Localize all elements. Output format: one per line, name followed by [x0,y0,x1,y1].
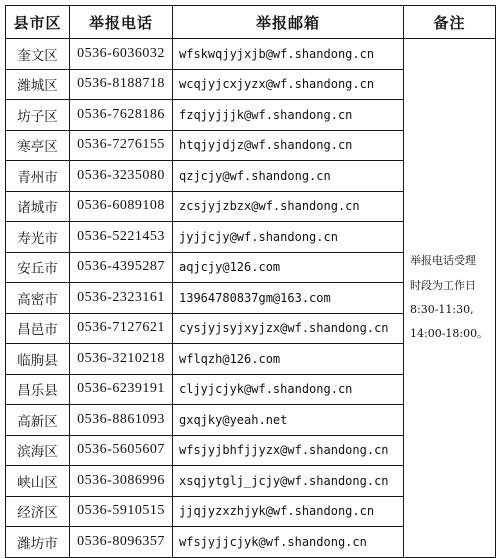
district-cell: 昌邑市 [6,313,70,344]
email-cell: wfskwqjyjxjb@wf.shandong.cn [173,39,404,70]
email-cell: jyjjcjy@wf.shandong.cn [173,222,404,253]
district-cell: 潍坊市 [6,527,70,558]
note-line: 14:00-18:00。 [410,326,489,340]
phone-cell: 0536-7276155 [70,130,173,161]
header-district: 县市区 [6,6,70,39]
email-cell: fzqjyjjjk@wf.shandong.cn [173,100,404,131]
note-cell [404,39,496,558]
phone-cell: 0536-8188718 [70,69,173,100]
district-cell: 经济区 [6,496,70,527]
phone-cell: 0536-3210218 [70,344,173,375]
header-note: 备注 [404,6,496,39]
phone-cell: 0536-6089108 [70,191,173,222]
email-cell: jjqjyzxzhjyk@wf.shandong.cn [173,496,404,527]
email-cell: zcsjyjzbzx@wf.shandong.cn [173,191,404,222]
district-cell: 安丘市 [6,252,70,283]
district-cell: 潍城区 [6,69,70,100]
phone-cell: 0536-2323161 [70,283,173,314]
district-cell: 坊子区 [6,100,70,131]
hotline-document [5,5,495,558]
phone-cell: 0536-6239191 [70,374,173,405]
table-header-row [6,6,496,39]
email-cell: wfsjyjbhfjjyzx@wf.shandong.cn [173,435,404,466]
note-line: 时段为工作日 [410,278,476,292]
phone-cell: 0536-8861093 [70,405,173,436]
email-cell: wcqjyjcxjyzx@wf.shandong.cn [173,69,404,100]
email-cell: wflqzh@126.com [173,344,404,375]
district-cell: 诸城市 [6,191,70,222]
note-line: 8:30-11:30, [410,302,474,316]
report-contacts-table [5,5,496,558]
table-row [6,39,496,70]
email-cell: gxqjky@yeah.net [173,405,404,436]
phone-cell: 0536-4395287 [70,252,173,283]
email-cell: htqjyjdjz@wf.shandong.cn [173,130,404,161]
district-cell: 滨海区 [6,435,70,466]
phone-cell: 0536-5221453 [70,222,173,253]
header-email: 举报邮箱 [173,6,404,39]
district-cell: 高密市 [6,283,70,314]
note-line: 举报电话受理 [410,254,476,268]
district-cell: 奎文区 [6,39,70,70]
district-cell: 寒亭区 [6,130,70,161]
phone-cell: 0536-3086996 [70,466,173,497]
phone-cell: 0536-5605607 [70,435,173,466]
header-phone: 举报电话 [70,6,173,39]
district-cell: 寿光市 [6,222,70,253]
email-cell: cljyjcjyk@wf.shandong.cn [173,374,404,405]
district-cell: 临朐县 [6,344,70,375]
phone-cell: 0536-8096357 [70,527,173,558]
email-cell: xsqjytglj_jcjy@wf.shandong.cn [173,466,404,497]
district-cell: 高新区 [6,405,70,436]
phone-cell: 0536-7628186 [70,100,173,131]
district-cell: 昌乐县 [6,374,70,405]
email-cell: 13964780837gm@163.com [173,283,404,314]
phone-cell: 0536-5910515 [70,496,173,527]
email-cell: wfsjyjjcjyk@wf.shandong.cn [173,527,404,558]
district-cell: 峡山区 [6,466,70,497]
district-cell: 青州市 [6,161,70,192]
phone-cell: 0536-3235080 [70,161,173,192]
phone-cell: 0536-7127621 [70,313,173,344]
email-cell: qzjcjy@wf.shandong.cn [173,161,404,192]
email-cell: cysjyjsyjxyjzx@wf.shandong.cn [173,313,404,344]
phone-cell: 0536-6036032 [70,39,173,70]
email-cell: aqjcjy@126.com [173,252,404,283]
